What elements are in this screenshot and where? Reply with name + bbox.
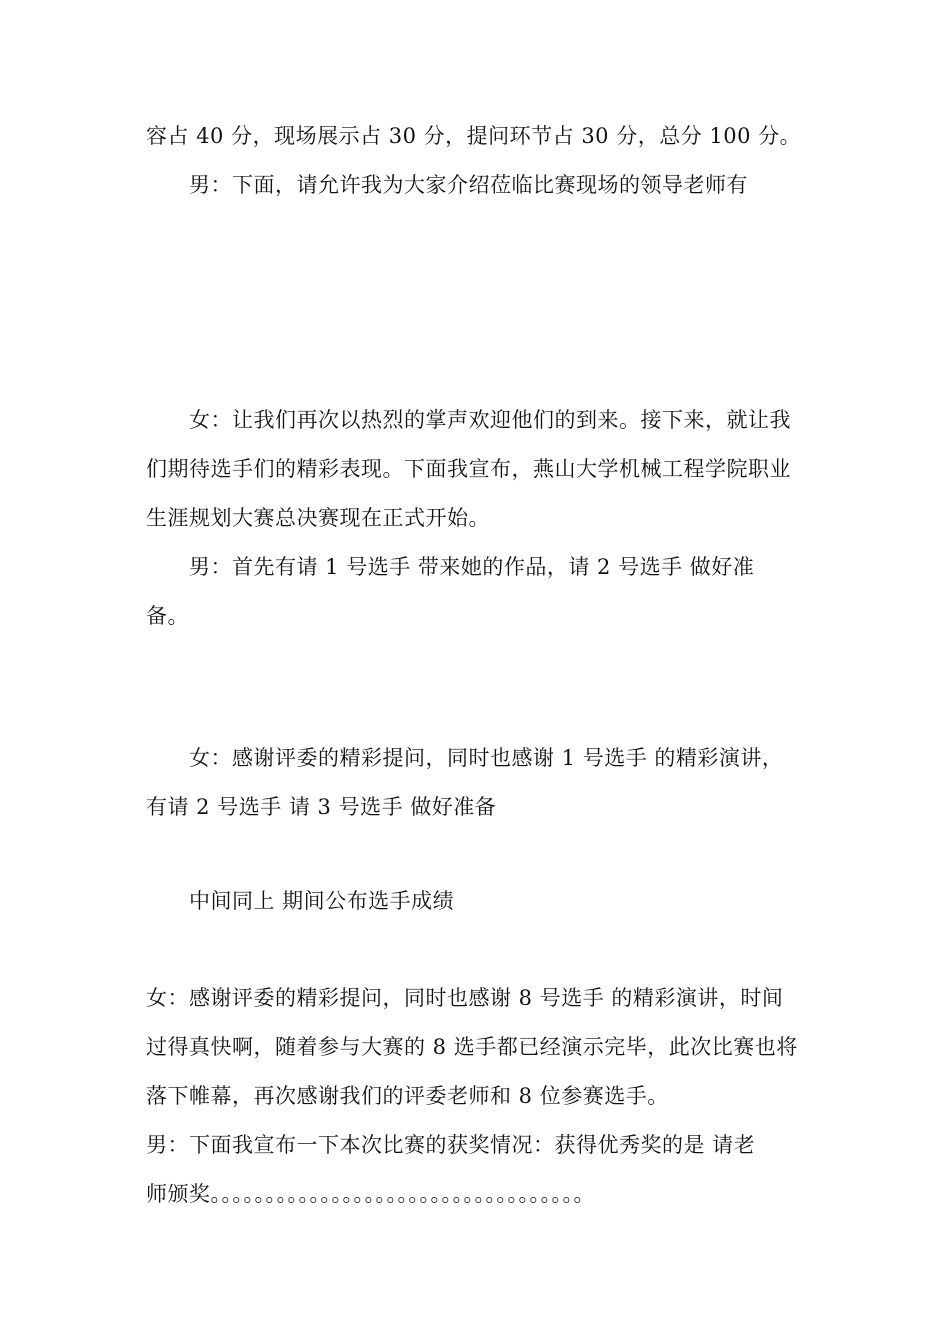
text-line-5: 生涯规划大赛总决赛现在正式开始。 — [146, 506, 490, 530]
text-line-9: 有请 2 号选手 请 3 号选手 做好准备 — [146, 795, 497, 819]
text-line-3: 女：让我们再次以热烈的掌声欢迎他们的到来。接下来，就让我 — [189, 408, 791, 432]
text-line-4: 们期待选手们的精彩表现。下面我宣布，燕山大学机械工程学院职业 — [146, 457, 791, 481]
text-line-8: 女：感谢评委的精彩提问，同时也感谢 1 号选手 的精彩演讲， — [189, 746, 784, 770]
text-line-7: 备。 — [146, 604, 189, 628]
text-line-2: 男：下面，请允许我为大家介绍莅临比赛现场的领导老师有 — [189, 173, 748, 197]
text-line-1: 容占 40 分，现场展示占 30 分，提问环节占 30 分，总分 100 分。 — [146, 124, 802, 148]
text-line-11: 女：感谢评委的精彩提问，同时也感谢 8 号选手 的精彩演讲，时间 — [146, 986, 784, 1010]
text-line-10: 中间同上 期间公布选手成绩 — [189, 889, 455, 913]
text-line-14: 男：下面我宣布一下本次比赛的获奖情况：获得优秀奖的是 请老 — [146, 1133, 756, 1157]
text-line-13: 落下帷幕，再次感谢我们的评委老师和 8 位参赛选手。 — [146, 1084, 669, 1108]
text-line-6: 男：首先有请 1 号选手 带来她的作品，请 2 号选手 做好准 — [189, 555, 755, 579]
text-line-12: 过得真快啊，随着参与大赛的 8 选手都已经演示完毕，此次比赛也将 — [146, 1035, 798, 1059]
text-line-15: 师颁奖。。。。。。。。。。。。。。。。。。。。。。。。。。。。。。。。。。 — [146, 1182, 595, 1206]
